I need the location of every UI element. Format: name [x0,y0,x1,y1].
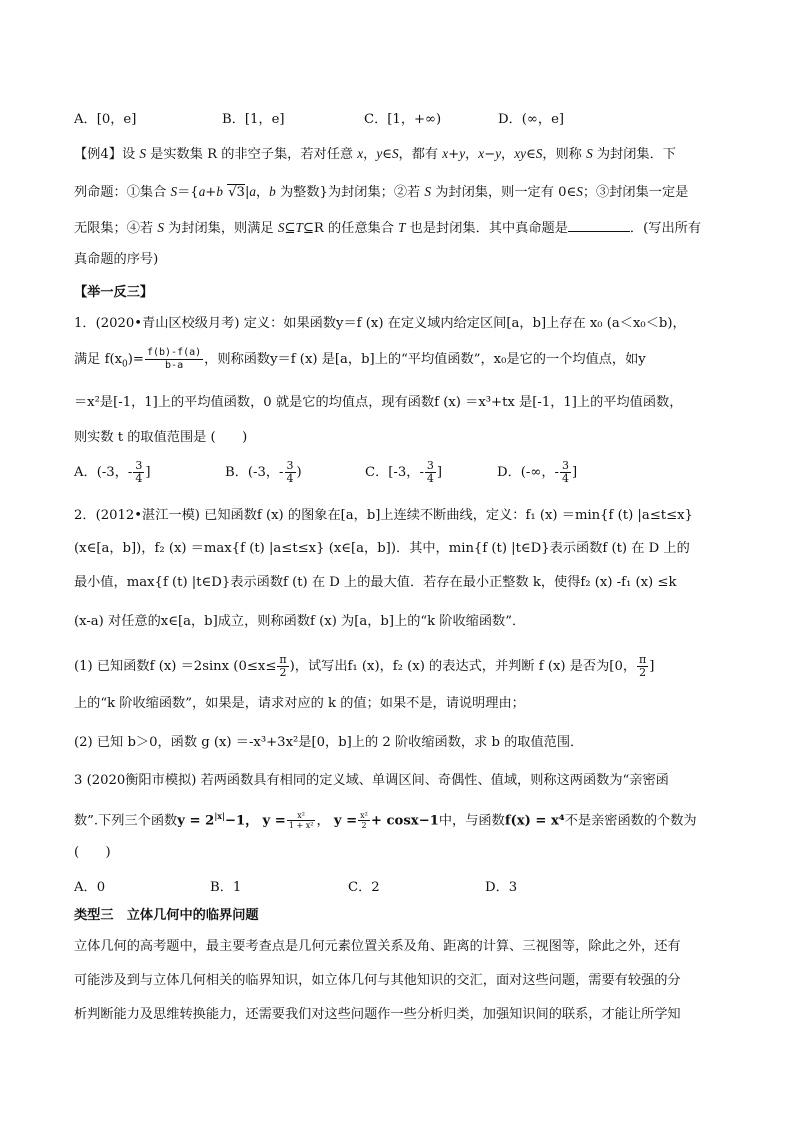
q2-line-3: 最小值，max{f (t) |t∈D}表示函数f (t) 在 D 上的最大值．若存在最小正整数 k，使得f₂ (x) -f₁ (x) ≤k [74,575,677,590]
q1-line-3: ＝x²是[-1，1]上的平均值函数，0 就是它的均值点，现有函数f (x) ＝x³+tx 是[-1，1]上的平均值函数， [74,395,683,410]
ex4-line-2: 列命题：①集合 S＝{a+b √3|a，b 为整数}为封闭集；②若 S 为封闭集，则一定有 0∈S；③封闭集一定是 [74,184,689,200]
q2-line-4: (x-a) 对任意的x∈[a，b]成立，则称函数f (x) 为[a，b]上的“k 阶收缩函数”． [74,614,526,629]
type3-para-line-1: 立体几何的高考题中，最主要考查点是几何元素位置关系及角、距离的计算、三视图等，除此之外，还有 [74,939,681,954]
answer-blank [568,217,630,232]
q3-line-2: 数”.下列三个函数$y = 2^{|x|}-1$， y = $\frac{\text{x²}}{\text{1 + x²}}$ ， y = $\frac{\text{x²}}{2}$ + cosx−1中，与函数f(x) = x⁴不是亲密函数的个数为 [74,811,697,831]
q1-line-4: 则实数 t 的取值范围是 ( ) [74,430,248,445]
q2-part-2: (2) 已知 b＞0，函数 g (x) ＝-x³+3x²是[0，b]上的 2 阶收缩函数，求 b 的取值范围． [74,735,584,750]
q2-part-1-line-2: 上的“k 阶收缩函数”，如果是，请求对应的 k 的值；如果不是，请说明理由； [74,696,525,711]
q2-line-1: 2．(2012•湛江一模) 已知函数f (x) 的图象在[a，b]上连续不断曲线，定义：f₁ (x) ＝min{f (t) |a≤t≤x} [74,508,693,523]
ex4-line-1: 【例4】设 S 是实数集 R 的非空子集，若对任意 x，y∈S，都有 x+y，x−y，xy∈S，则称 S 为封闭集．下 [74,146,676,162]
q1-line-1: 1．(2020•青山区校级月考) 定义：如果函数y＝f (x) 在定义域内给定区间[a，b]上存在 x₀ (a＜x₀＜b)， [74,316,686,331]
q3-line-1: 3 (2020衡阳市模拟) 若两函数具有相同的定义域、单调区间、奇偶性、值域，则称这两函数为“亲密函 [74,773,669,788]
ex4-tag: 【例4】 [74,147,122,162]
q3-option-d: D．3 [485,880,518,895]
ex4-option-c: C．[1，+∞) [364,112,442,127]
type3-heading: 类型三 立体几何中的临界问题 [74,908,259,923]
section-title: 【举一反三】 [74,285,154,300]
q1-option-b: B．(-3，- $\frac{3}{4}$ ) [225,459,302,485]
q1-line-2: 满足 $f(x_0)=$ $\frac{f(b)-f(a)}{b-a}$ ，则称函数y＝f (x) 是[a，b]上的“平均值函数”，x₀是它的一个均值点，如y [74,347,646,371]
q3-line-3: ( ) [74,845,111,860]
q2-line-2: (x∈[a，b])，f₂ (x) ＝max{f (t) |a≤t≤x} (x∈[a，b])．其中，min{f (t) |t∈D}表示函数f (t) 在 D 上的 [74,541,690,556]
ex4-option-d: D．(∞，e] [498,112,565,127]
q3-option-c: C．2 [348,880,380,895]
ex4-line-3: 无限集；④若 S 为封闭集，则满足 S⊆T⊆R 的任意集合 T 也是封闭集．其中真命题是 ．(写出所有 [74,217,724,239]
ex4-option-b: B．[1，e] [222,112,285,127]
q3-option-b: B．1 [210,880,242,895]
q1-option-c: C．[-3，- $\frac{3}{4}$ ] [365,459,443,485]
type3-para-line-2: 可能涉及到与立体几何相关的临界知识，如立体几何与其他知识的交汇，面对这些问题，需要有较强的分 [74,973,681,988]
q3-option-a: A．0 [74,880,106,895]
q2-part-1: (1) 已知函数f (x) ＝2sinx (0≤x≤ $\frac{\pi}{2}$ )，试写出f₁ (x)，f₂ (x) 的表达式，并判断 f (x) 是否为[0， $\frac{\pi}{2}$ ] [74,653,655,679]
q1-option-a: A．(-3，- $\frac{3}{4}$ ] [74,459,151,485]
q1-option-d: D．(-∞，- $\frac{3}{4}$ ] [497,459,578,485]
type3-para-line-3: 析判断能力及思维转换能力，还需要我们对这些问题作一些分析归类，加强知识间的联系，才能让所学知 [74,1007,681,1022]
q1-fraction: $\frac{f(b)-f(a)}{b-a}$ [146,347,202,371]
ex4-option-a: A．[0，e] [74,112,137,127]
ex4-line-4: 真命题的序号) [74,252,159,267]
